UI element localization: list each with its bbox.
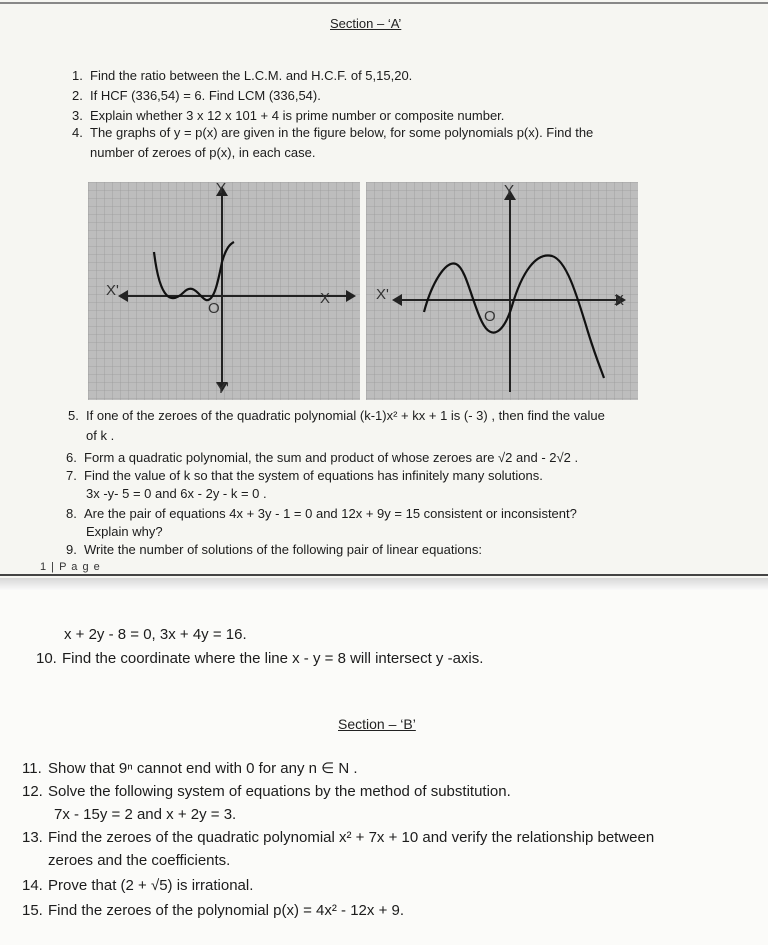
footer-rule [0,574,768,576]
x-axis-label: X [320,290,331,307]
question-11 [22,760,358,778]
question-number: 6. [66,450,77,465]
question-number: 2. [72,88,83,103]
question-text: Write the number of solutions of the following pair of linear equations: [84,542,482,557]
question-text: Are the pair of equations 4x + 3y - 1 = 0 and 12x + 9y = 15 consistent or inconsistent? [84,506,577,521]
question-1 [72,68,412,84]
question-10 [36,650,483,668]
question-8-continued: Explain why? [86,524,163,539]
question-8 [66,506,577,522]
question-number: 9. [66,542,77,557]
question-12 [22,783,511,801]
question-number: 11. [22,760,42,777]
question-text: Form a quadratic polynomial, the sum and product of whose zeroes are √2 and - 2√2 . [84,450,579,465]
question-number: 8. [66,506,77,521]
question-text: The graphs of y = p(x) are given in the figure below, for some polynomials p(x). Find the [90,125,594,140]
question-text: Prove that (2 + √5) is irrational. [48,877,254,894]
graph-1 [88,182,360,400]
section-b-title: Section – ‘B’ [338,716,416,732]
question-text: Find the zeroes of the quadratic polynomial x² + 7x + 10 and verify the relationship between [48,829,655,846]
question-text: Show that 9ⁿ cannot end with 0 for any n ∈ N . [48,760,358,777]
question-number: 7. [66,468,77,483]
question-3 [72,108,504,124]
y-axis-label: Y [216,180,227,197]
question-6 [66,450,578,466]
page-footer: 1 | P a g e [40,561,101,573]
question-number: 12. [22,783,43,800]
question-4 [72,125,593,141]
question-13 [22,829,654,847]
question-13-continued: zeroes and the coefficients. [48,852,231,869]
question-number: 13. [22,829,43,846]
question-text: Explain whether 3 x 12 x 101 + 4 is prime number or composite number. [90,108,505,123]
question-number: 15. [22,902,43,919]
question-9 [66,542,482,558]
question-text: Find the value of k so that the system of equations has infinitely many solutions. [84,468,543,483]
question-number: 10. [36,650,57,667]
x-neg-axis-label: X' [376,286,389,303]
origin-label: O [484,308,496,325]
x-neg-axis-label: X' [106,282,119,299]
section-a-title: Section – ‘A’ [330,16,402,31]
question-9-continued: x + 2y - 8 = 0, 3x + 4y = 16. [64,626,247,643]
question-number: 4. [72,125,83,140]
question-5-continued: of k . [86,428,115,443]
question-text: If HCF (336,54) = 6. Find LCM (336,54). [90,88,321,103]
question-text: If one of the zeroes of the quadratic polynomial (k-1)x² + kx + 1 is (- 3) , then find the value [86,408,605,423]
question-text: Solve the following system of equations by the method of substitution. [48,783,511,800]
question-12-continued: 7x - 15y = 2 and x + 2y = 3. [54,806,237,823]
question-2 [72,88,321,104]
origin-label: O [208,300,220,317]
question-7-continued: 3x -y- 5 = 0 and 6x - 2y - k = 0 . [86,486,267,501]
question-number: 3. [72,108,83,123]
x-axis-label: X [614,292,625,309]
question-text: Find the zeroes of the polynomial p(x) = 4x² - 12x + 9. [48,902,405,919]
question-7 [66,468,543,484]
y-axis-label: Y [504,182,515,199]
graph-2-plot [366,182,638,400]
question-number: 1. [72,68,83,83]
question-15 [22,902,404,920]
graph-2 [366,182,638,400]
y-neg-axis-label: Y' [216,380,229,397]
top-rule [0,2,768,4]
question-14 [22,877,253,895]
question-4-continued: number of zeroes of p(x), in each case. [90,145,316,160]
question-number: 14. [22,877,43,894]
question-number: 5. [68,408,79,423]
question-5 [68,408,605,424]
question-text: Find the ratio between the L.C.M. and H.C.F. of 5,15,20. [90,68,413,83]
question-text: Find the coordinate where the line x - y = 8 will intersect y -axis. [62,650,484,667]
